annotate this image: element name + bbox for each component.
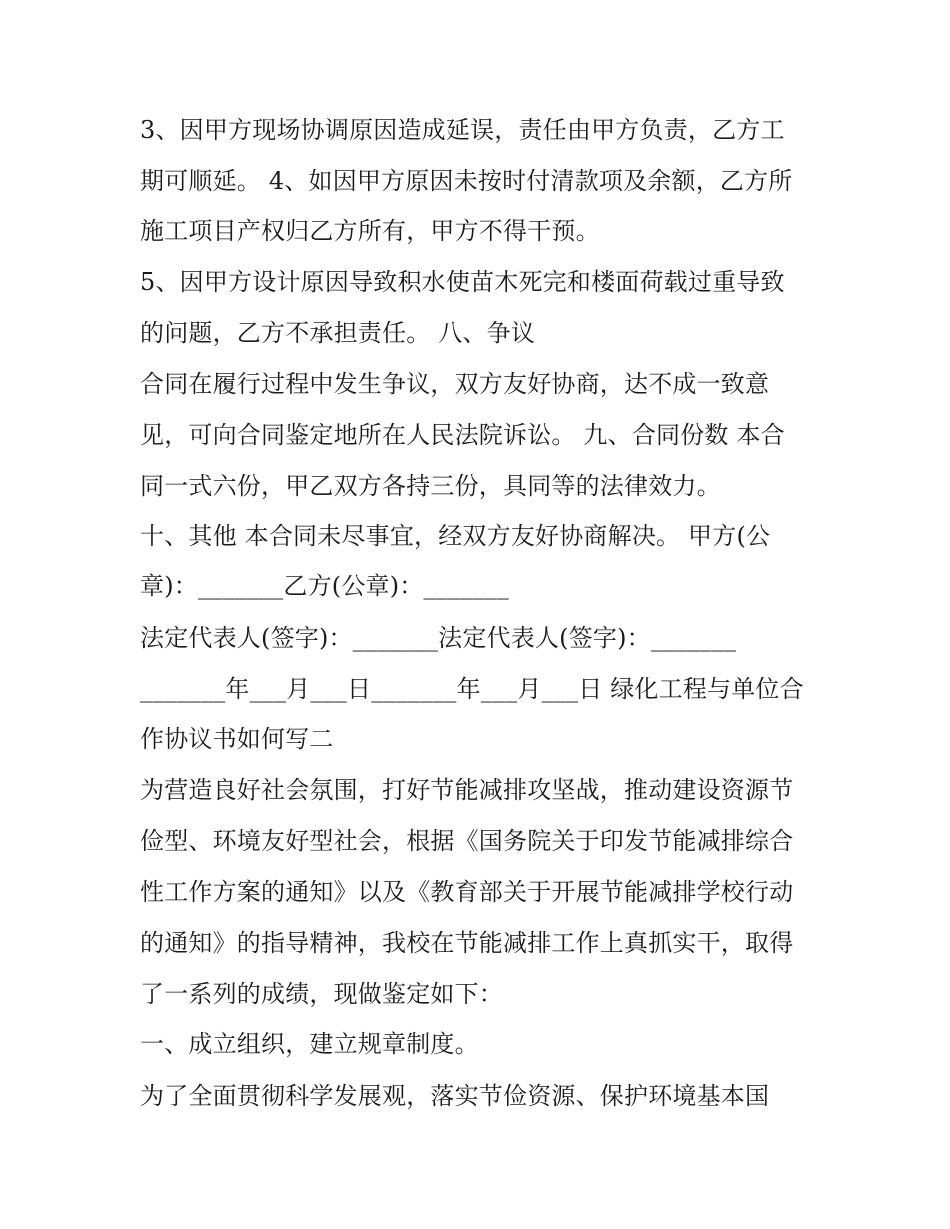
- text-line: 见，可向合同鉴定地所在人民法院诉讼。 九、合同份数 本合: [140, 421, 785, 449]
- text-line: 5、因甲方设计原因导致积水使苗木死完和楼面荷载过重导致: [140, 268, 785, 296]
- text-line: 同一式六份，甲乙双方各持三份，具同等的法律效力。: [140, 472, 721, 500]
- signature-line: 法定代表人(签字)：_______法定代表人(签字)：_______: [140, 624, 737, 652]
- signature-line: 章)：_______乙方(公章)：_______: [140, 572, 509, 600]
- text-line: 俭型、环境友好型社会，根据《国务院关于印发节能减排综合: [140, 827, 794, 855]
- text-line: 期可顺延。 4、如因甲方原因未按时付清款项及余额，乙方所: [140, 167, 793, 195]
- text-line: 了一系列的成绩，现做鉴定如下：: [140, 980, 503, 1008]
- text-line: 的通知》的指导精神，我校在节能减排工作上真抓实干，取得: [140, 929, 794, 957]
- text-line: 3、因甲方现场协调原因造成延误，责任由甲方负责，乙方工: [140, 116, 785, 144]
- text-line: 性工作方案的通知》以及《教育部关于开展节能减排学校行动: [140, 878, 794, 906]
- text-line: 的问题，乙方不承担责任。 八、争议: [140, 319, 536, 347]
- section-title: 作协议书如何写二: [140, 725, 334, 753]
- text-line: 合同在履行过程中发生争议，双方友好协商，达不成一致意: [140, 370, 770, 398]
- text-line: 为营造良好社会氛围，打好节能减排攻坚战，推动建设资源节: [140, 776, 794, 804]
- text-line: 为了全面贯彻科学发展观，落实节俭资源、保护环境基本国: [140, 1082, 770, 1110]
- text-line: 施工项目产权归乙方所有，甲方不得干预。: [140, 217, 600, 245]
- text-line: 十、其他 本合同未尽事宜，经双方友好协商解决。 甲方(公: [140, 522, 771, 550]
- date-line: _______年___月___日_______年___月___日 绿化工程与单位合: [140, 675, 804, 703]
- section-heading: 一、成立组织，建立规章制度。: [140, 1030, 479, 1058]
